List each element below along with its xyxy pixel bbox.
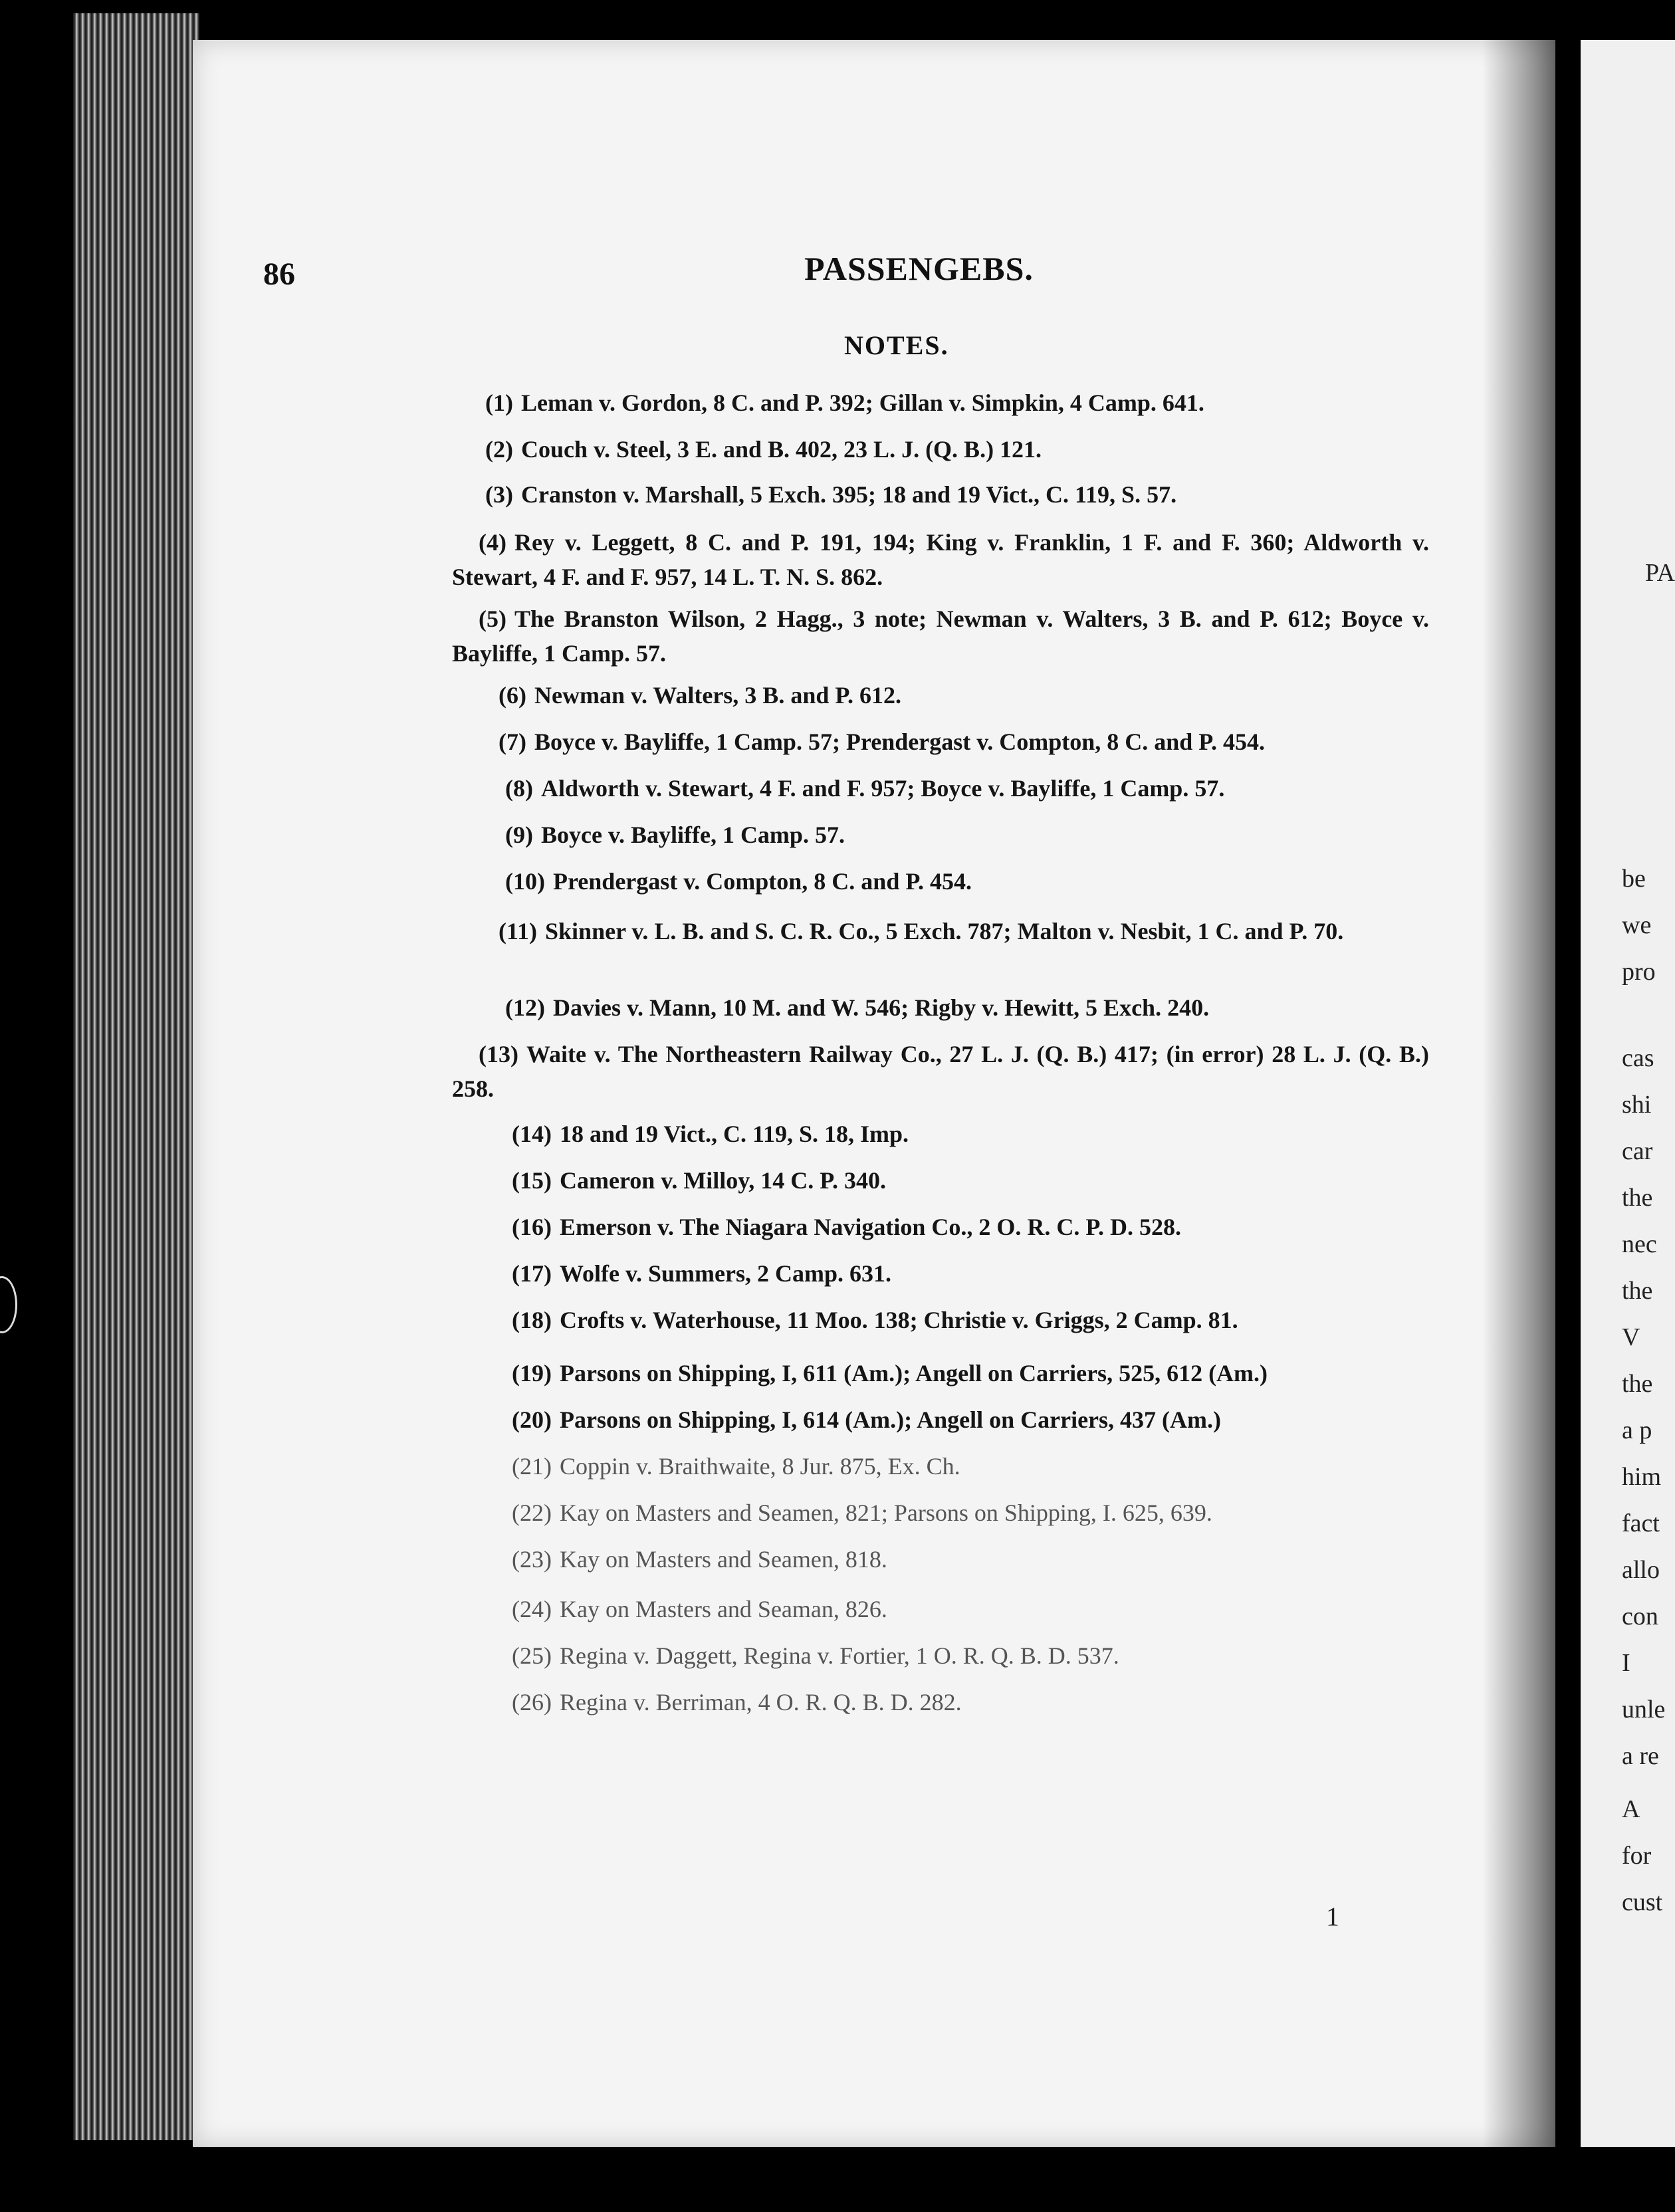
note-number: (10) [505, 868, 545, 895]
note-number: (6) [499, 682, 526, 709]
adjacent-page-fragment: him [1622, 1463, 1662, 1491]
note-item [485, 1638, 1436, 1673]
adjacent-page-fragment: I [1622, 1649, 1630, 1677]
note-item [485, 1256, 1436, 1291]
note-number: (11) [499, 918, 537, 944]
note-number: (13) [479, 1041, 518, 1067]
adjacent-page-fragment: pro [1622, 958, 1656, 986]
note-number: (5) [479, 606, 506, 632]
note-number: (22) [512, 1499, 552, 1526]
note-text: Emerson v. The Niagara Navigation Co., 2 O. R. C. P. D. 528. [559, 1214, 1182, 1240]
note-text: Leman v. Gordon, 8 C. and P. 392; Gillan v. Simpkin, 4 Camp. 641. [520, 389, 1204, 416]
note-item [479, 864, 1436, 899]
note-number: (26) [512, 1689, 552, 1715]
note-number: (25) [512, 1642, 552, 1669]
note-item [485, 1592, 1436, 1626]
note-item [472, 678, 1436, 713]
note-item [459, 386, 1436, 420]
note-item [485, 1303, 1436, 1337]
adjacent-page-fragment: shi [1622, 1091, 1652, 1119]
adjacent-page-fragment: the [1622, 1277, 1653, 1305]
note-item [485, 1117, 1436, 1151]
adjacent-page-fragment: V [1622, 1323, 1640, 1351]
adjacent-page-fragment: fact [1622, 1509, 1660, 1537]
note-item [485, 1449, 1436, 1484]
note-text: Skinner v. L. B. and S. C. R. Co., 5 Exch. 787; Malton v. Nesbit, 1 C. and P. 70. [545, 918, 1344, 944]
adjacent-page-fragment: car [1622, 1137, 1653, 1165]
note-item [459, 477, 1436, 512]
note-text: Boyce v. Bayliffe, 1 Camp. 57; Prendergast v. Compton, 8 C. and P. 454. [534, 728, 1265, 755]
note-text: Newman v. Walters, 3 B. and P. 612. [534, 682, 902, 709]
adjacent-page-fragment: unle [1622, 1696, 1666, 1723]
note-number: (3) [485, 481, 513, 508]
note-item [485, 1685, 1436, 1719]
note-item [459, 432, 1436, 467]
note-number: (19) [512, 1360, 552, 1386]
adjacent-page-fragment: we [1622, 911, 1652, 939]
notes-heading: NOTES. [844, 330, 949, 360]
note-number: (24) [512, 1596, 552, 1622]
note-text: Davies v. Mann, 10 M. and W. 546; Rigby v. Hewitt, 5 Exch. 240. [552, 994, 1210, 1021]
adjacent-page-fragment: a p [1622, 1416, 1652, 1444]
note-text: Parsons on Shipping, I, 611 (Am.); Angell on Carriers, 525, 612 (Am.) [559, 1360, 1268, 1386]
note-text: Kay on Masters and Seamen, 821; Parsons on Shipping, I. 625, 639. [559, 1499, 1212, 1526]
adjacent-page-fragment: a re [1622, 1742, 1659, 1770]
running-head: PASSENGEBS. [804, 250, 1034, 287]
note-number: (7) [499, 728, 526, 755]
note-text: Parsons on Shipping, I, 614 (Am.); Angell on Carriers, 437 (Am.) [559, 1406, 1222, 1433]
note-number: (21) [512, 1453, 552, 1480]
adjacent-page-fragment: allo [1622, 1556, 1660, 1584]
note-number: (18) [512, 1307, 552, 1333]
page-number: 86 [263, 257, 295, 292]
note-number: (17) [512, 1260, 552, 1287]
note-text: 18 and 19 Vict., C. 119, S. 18, Imp. [559, 1121, 909, 1147]
adjacent-page-fragment: A [1622, 1795, 1640, 1823]
note-item [452, 1037, 1429, 1106]
adjacent-page-fragment: for [1622, 1842, 1652, 1870]
note-number: (4) [479, 529, 506, 556]
note-number: (1) [485, 389, 513, 416]
adjacent-page-fragment: PA [1645, 559, 1675, 587]
note-number: (16) [512, 1214, 552, 1240]
note-item [479, 818, 1436, 852]
note-text: Regina v. Daggett, Regina v. Fortier, 1 O. R. Q. B. D. 537. [559, 1642, 1119, 1669]
note-text: Kay on Masters and Seamen, 818. [559, 1546, 887, 1573]
note-number: (2) [485, 436, 513, 463]
book-page-edges [73, 13, 199, 2140]
adjacent-page-fragment: con [1622, 1603, 1658, 1630]
note-number: (8) [505, 775, 533, 802]
note-item [479, 771, 1436, 806]
note-text: Prendergast v. Compton, 8 C. and P. 454. [552, 868, 972, 895]
note-item [472, 914, 1429, 948]
note-text: Crofts v. Waterhouse, 11 Moo. 138; Christie v. Griggs, 2 Camp. 81. [559, 1307, 1238, 1333]
note-text: Aldworth v. Stewart, 4 F. and F. 957; Boyce v. Bayliffe, 1 Camp. 57. [540, 775, 1225, 802]
note-text: Kay on Masters and Seaman, 826. [559, 1596, 887, 1622]
note-item [472, 724, 1436, 759]
note-number: (9) [505, 822, 533, 848]
adjacent-page [1569, 40, 1675, 2147]
note-text: Rey v. Leggett, 8 C. and P. 191, 194; King v. Franklin, 1 F. and F. 360; Aldworth v. Stewart, 4 F. and F. 957, 14 L. T. N. S. 862. [452, 529, 1429, 590]
note-item [485, 1542, 1436, 1577]
adjacent-page-fragment: cust [1622, 1888, 1663, 1916]
note-number: (23) [512, 1546, 552, 1573]
note-text: The Branston Wilson, 2 Hagg., 3 note; Newman v. Walters, 3 B. and P. 612; Boyce v. Bayliffe, 1 Camp. 57. [452, 606, 1429, 667]
note-item [452, 525, 1429, 594]
adjacent-page-fragment: be [1622, 865, 1646, 893]
adjacent-page-fragment: the [1622, 1184, 1653, 1212]
note-text: Couch v. Steel, 3 E. and B. 402, 23 L. J. (Q. B.) 121. [520, 436, 1042, 463]
folio-mark: 1 [1326, 1902, 1339, 1932]
note-text: Coppin v. Braithwaite, 8 Jur. 875, Ex. Ch. [559, 1453, 960, 1480]
note-text: Wolfe v. Summers, 2 Camp. 631. [559, 1260, 891, 1287]
left-margin-curve [0, 1276, 17, 1333]
note-text: Cranston v. Marshall, 5 Exch. 395; 18 and 19 Vict., C. 119, S. 57. [520, 481, 1177, 508]
note-item [485, 1356, 1436, 1390]
adjacent-page-fragment: the [1622, 1370, 1653, 1398]
note-item [479, 990, 1436, 1025]
note-text: Boyce v. Bayliffe, 1 Camp. 57. [540, 822, 845, 848]
note-number: (14) [512, 1121, 552, 1147]
note-text: Regina v. Berriman, 4 O. R. Q. B. D. 282. [559, 1689, 962, 1715]
note-text: Waite v. The Northeastern Railway Co., 27 L. J. (Q. B.) 417; (in error) 28 L. J. (Q. B.) 258. [452, 1041, 1429, 1102]
note-item [452, 602, 1429, 671]
adjacent-page-fragment: nec [1622, 1230, 1657, 1258]
note-item [485, 1402, 1436, 1437]
note-number: (12) [505, 994, 545, 1021]
adjacent-page-fragment: cas [1622, 1044, 1654, 1072]
note-item [485, 1210, 1436, 1244]
note-number: (15) [512, 1167, 552, 1194]
note-text: Cameron v. Milloy, 14 C. P. 340. [559, 1167, 886, 1194]
note-item [485, 1163, 1436, 1198]
note-number: (20) [512, 1406, 552, 1433]
note-item [485, 1495, 1436, 1530]
